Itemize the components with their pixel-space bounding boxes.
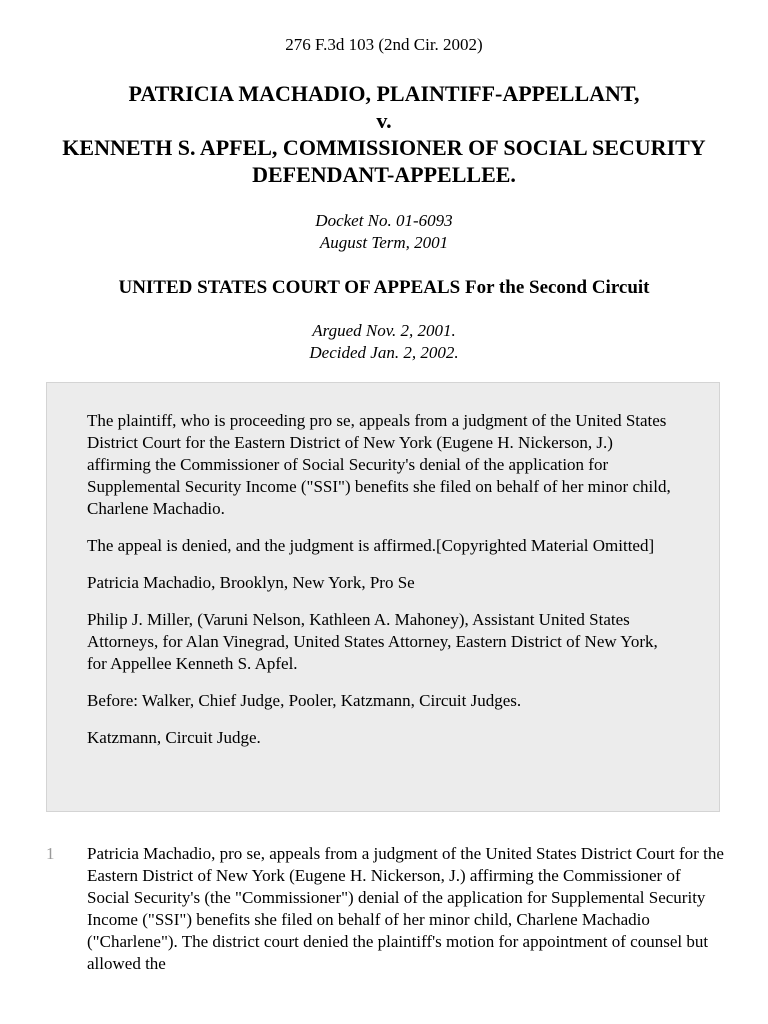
case-summary-box: [46, 382, 720, 812]
docket-number: Docket No. 01-6093: [315, 211, 453, 230]
decided-date: Decided Jan. 2, 2002.: [309, 343, 459, 362]
summary-paragraph: Katzmann, Circuit Judge.: [87, 728, 261, 747]
case-citation: 276 F.3d 103 (2nd Cir. 2002): [285, 35, 483, 54]
court-name: UNITED STATES COURT OF APPEALS For the Second Circuit: [118, 277, 650, 298]
summary-paragraph: Philip J. Miller, (Varuni Nelson, Kathleen A. Mahoney), Assistant United States Attorneys, for Alan Vinegrad, United States Attorney, Eastern District of New York, for Appellee Kenneth S. Apfel.: [87, 610, 658, 673]
summary-paragraph: Patricia Machadio, Brooklyn, New York, Pro Se: [87, 573, 415, 592]
summary-paragraph: Before: Walker, Chief Judge, Pooler, Katzmann, Circuit Judges.: [87, 691, 522, 710]
summary-paragraph: The appeal is denied, and the judgment is affirmed.[Copyrighted Material Omitted]: [87, 536, 655, 555]
argued-date: Argued Nov. 2, 2001.: [312, 321, 456, 340]
case-title: [40, 80, 728, 188]
docket-info: [0, 210, 768, 254]
paragraph-text: Patricia Machadio, pro se, appeals from a judgment of the United States District Court for the Eastern District of New York (Eugene H. Nickerson, J.) affirming the Commissioner of Social Security's (the "Commissioner") denial of the application for Supplemental Security Income ("SSI") benefits she filed on behalf of her minor child, Charlene Machadio ("Charlene"). The district court denied the plaintiff's motion for appointment of counsel but allowed the: [87, 844, 724, 973]
summary-paragraph: The plaintiff, who is proceeding pro se, appeals from a judgment of the United States District Court for the Eastern District of New York (Eugene H. Nickerson, J.) affirming the Commissioner of Social Security's denial of the application for Supplemental Security Income ("SSI") benefits she filed on behalf of her minor child, Charlene Machadio.: [87, 411, 671, 518]
appellant-name: PATRICIA MACHADIO, PLAINTIFF-APPELLANT,: [128, 81, 640, 106]
paragraph-number: 1: [46, 844, 55, 863]
docket-term: August Term, 2001: [319, 233, 449, 252]
opinion-paragraph: [46, 843, 726, 975]
versus-label: v.: [376, 108, 392, 133]
appellee-name: KENNETH S. APFEL, COMMISSIONER OF SOCIAL SECURITY DEFENDANT-APPELLEE.: [62, 135, 706, 187]
case-dates: [0, 320, 768, 364]
